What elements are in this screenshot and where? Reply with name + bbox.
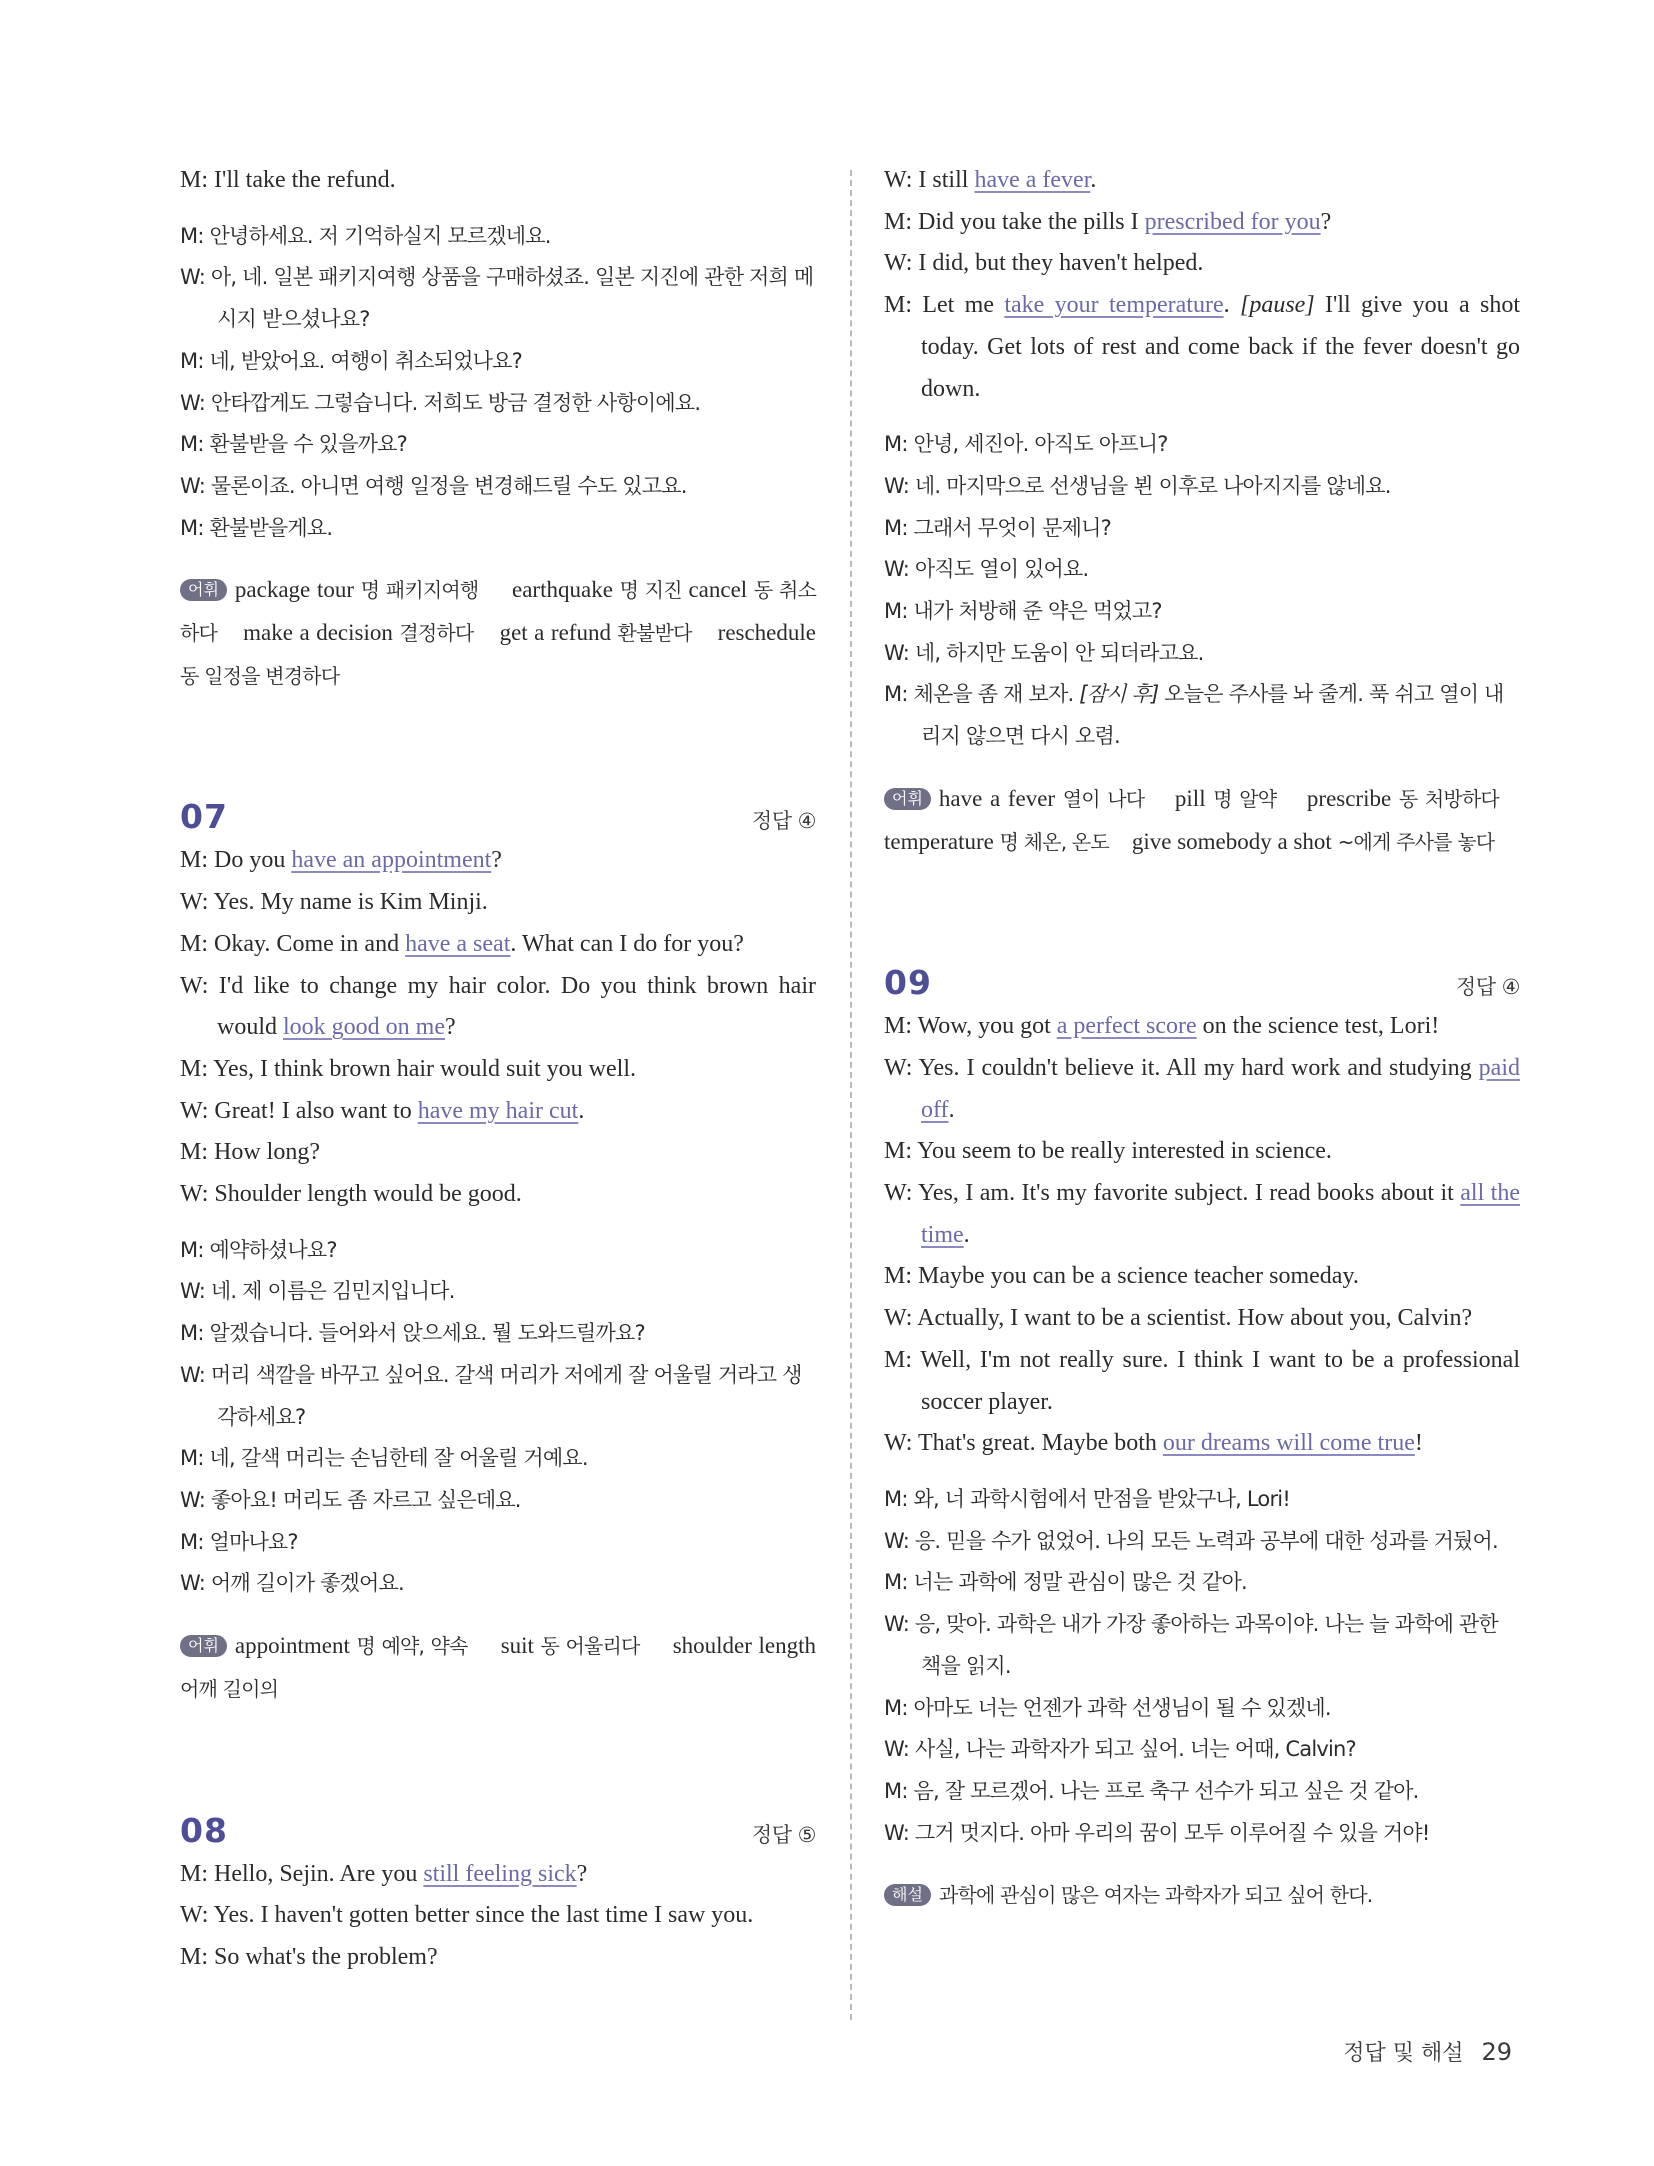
dialogue-line: M: Did you take the pills I prescribed for you? (884, 208, 1332, 235)
vocab-meaning: ~에게 주사를 놓다 (1337, 829, 1495, 854)
dialogue-line: W: I did, but they haven't helped. (884, 250, 1204, 277)
translation-line: W: 어깨 길이가 좋겠어요. (180, 1571, 404, 1596)
translation-line: W: 안타깝게도 그렇습니다. 저희도 방금 결정한 사항이에요. (180, 390, 701, 415)
translation-line: W: 아, 네. 일본 패키지여행 상품을 구매하셨죠. 일본 지진에 관한 저희 메시지 받으셨나요? (180, 265, 814, 332)
dialogue-line: M: You seem to be really interested in science. (884, 1138, 1332, 1165)
underlined-phrase: have my hair cut (417, 1097, 579, 1124)
vocab-badge: 어휘 (884, 788, 931, 810)
dialogue-line: M: Hello, Sejin. Are you still feeling sick? (180, 1860, 588, 1887)
translation-line: M: 음, 잘 모르겠어. 나는 프로 축구 선수가 되고 싶은 것 같아. (884, 1778, 1419, 1803)
translation-line: M: 환불받을 수 있을까요? (180, 432, 407, 457)
dialogue-line: W: Yes. I haven't gotten better since the last time I saw you. (180, 1902, 754, 1929)
explanation-text: 과학에 관심이 많은 여자는 과학자가 되고 싶어 한다. (938, 1883, 1373, 1908)
vocab-meaning: 명 예약, 약속 (356, 1634, 468, 1659)
underlined-phrase: have an appointment (291, 847, 492, 874)
translation-line: M: 예약하셨나요? (180, 1237, 337, 1262)
translation-line: W: 네, 하지만 도움이 안 되더라고요. (884, 640, 1204, 665)
section-header-07 (180, 797, 816, 836)
dialogue-line: W: Yes. I couldn't believe it. All my hard work and studying paid off. (884, 1054, 1520, 1123)
vocab-meaning: 동 처방하다 (1398, 786, 1499, 811)
dialogue-line: M: How long? (180, 1139, 320, 1166)
vocab-box (180, 569, 816, 697)
dialogue-line: M: Let me take your temperature. [pause] I'll give you a shot today. Get lots of rest and come back if the fever doesn't go down. (884, 292, 1521, 402)
vocab-term: get a refund (499, 620, 618, 646)
translation-line: M: 내가 처방해 준 약은 먹었고? (884, 599, 1162, 624)
translation-line: M: 체온을 좀 재 보자. [잠시 후] 오늘은 주사를 놔 줄게. 푹 쉬고 열이 내리지 않으면 다시 오렴. (884, 682, 1504, 749)
underlined-phrase: our dreams will come true (1162, 1430, 1415, 1457)
vocab-term: have a fever (938, 785, 1063, 811)
section-number: 09 (884, 963, 932, 1003)
vocab-term: temperature (884, 828, 1000, 854)
section-header-08 (180, 1811, 816, 1850)
vocab-term: pill (1174, 785, 1214, 811)
translation-line: M: 네, 받았어요. 여행이 취소되었나요? (180, 348, 522, 373)
underlined-phrase: still feeling sick (423, 1860, 577, 1887)
dialogue-line: W: Shoulder length would be good. (180, 1181, 522, 1208)
vocab-term: suit (500, 1633, 541, 1659)
dialogue-line: M: Okay. Come in and have a seat. What can I do for you? (180, 930, 744, 957)
underlined-phrase: look good on me (283, 1014, 445, 1041)
dialogue-line: M: Maybe you can be a science teacher someday. (884, 1263, 1359, 1290)
vocab-term: cancel (688, 577, 754, 603)
translation-line: W: 네. 마지막으로 선생님을 뵌 이후로 나아지지를 않네요. (884, 473, 1391, 498)
vocab-meaning: 열이 나다 (1062, 786, 1145, 811)
translation-line: W: 응, 맞아. 과학은 내가 가장 좋아하는 과목이야. 나는 늘 과학에 관한 책을 읽지. (884, 1612, 1498, 1678)
vocab-term: prescribe (1306, 785, 1399, 811)
answer-label: 정답 ④ (751, 809, 816, 834)
translation-line: M: 아마도 너는 언젠가 과학 선생님이 될 수 있겠네. (884, 1695, 1331, 1720)
vocab-term: reschedule (717, 620, 816, 646)
vocab-term: package tour (234, 577, 361, 603)
underlined-phrase: all the time (921, 1180, 1521, 1248)
translation-line: M: 환불받을게요. (180, 515, 333, 540)
vocab-meaning: 동 취소하다 (180, 578, 816, 646)
dialogue-line: W: Yes. My name is Kim Minji. (180, 889, 488, 916)
vocab-meaning: 환불받다 (617, 621, 692, 646)
translation-line: W: 머리 색깔을 바꾸고 싶어요. 갈색 머리가 저에게 잘 어울릴 거라고 생각하세요? (180, 1362, 802, 1429)
underlined-phrase: a perfect score (1056, 1013, 1197, 1040)
vocab-meaning: 명 체온, 온도 (999, 829, 1109, 854)
dialogue-line: W: Great! I also want to have my hair cut. (180, 1097, 585, 1124)
explanation-box (884, 1874, 1520, 1917)
translation-line: W: 사실, 나는 과학자가 되고 싶어. 너는 어때, Calvin? (884, 1737, 1356, 1762)
vocab-meaning: 명 패키지여행 (360, 578, 479, 603)
dialogue-line: M: Do you have an appointment? (180, 847, 502, 874)
page-footer (1343, 2036, 1512, 2067)
vocab-box (180, 1625, 816, 1710)
dialogue-line: W: That's great. Maybe both our dreams will come true! (884, 1430, 1423, 1457)
stage-direction: [pause] (1239, 292, 1315, 319)
dialogue-line: W: I'd like to change my hair color. Do you think brown hair would look good on me? (180, 972, 816, 1041)
translation-line: W: 아직도 열이 있어요. (884, 557, 1089, 582)
translation-line: M: 너는 과학에 정말 관심이 많은 것 같아. (884, 1570, 1247, 1595)
vocab-term: make a decision (243, 620, 400, 646)
right-column (884, 160, 1520, 1917)
dialogue-line: M: Yes, I think brown hair would suit you well. (180, 1055, 636, 1082)
vocab-badge: 어휘 (180, 1635, 227, 1657)
vocab-meaning: 어깨 길이의 (180, 1676, 279, 1701)
vocab-meaning: 결정하다 (399, 621, 474, 646)
translation-line: M: 알겠습니다. 들어와서 앉으세요. 뭘 도와드릴까요? (180, 1321, 645, 1346)
translation-line: W: 물론이죠. 아니면 여행 일정을 변경해드릴 수도 있고요. (180, 473, 687, 498)
translation-line: M: 그래서 무엇이 문제니? (884, 515, 1111, 540)
underlined-phrase: paid off (921, 1054, 1520, 1123)
translation-line: M: 얼마나요? (180, 1529, 298, 1554)
section-number: 08 (180, 1810, 228, 1850)
page-number: 29 (1481, 2038, 1512, 2066)
vocab-meaning: 명 알약 (1213, 786, 1277, 811)
dialogue-line: M: So what's the problem? (180, 1943, 438, 1970)
section-number: 07 (180, 797, 228, 837)
dialogue-line: M: Wow, you got a perfect score on the science test, Lori! (884, 1013, 1440, 1040)
answer-label: 정답 ④ (1455, 975, 1520, 1000)
underlined-phrase: take your temperature (1004, 292, 1224, 319)
answer-label: 정답 ⑤ (751, 1822, 816, 1847)
translation-line: M: 네, 갈색 머리는 손님한테 잘 어울릴 거예요. (180, 1446, 588, 1471)
vocab-meaning: 동 일정을 변경하다 (180, 663, 340, 688)
dialogue-line: W: Yes, I am. It's my favorite subject. I read books about it all the time. (884, 1180, 1521, 1248)
left-column (180, 160, 816, 1979)
vocab-badge: 어휘 (180, 579, 227, 601)
dialogue-line: M: Well, I'm not really sure. I think I want to be a professional soccer player. (884, 1346, 1520, 1415)
vocab-term: give somebody a shot (1131, 828, 1338, 854)
translation-line: M: 안녕, 세진아. 아직도 아프니? (884, 432, 1168, 457)
dialogue-line: M: I'll take the refund. (180, 167, 396, 193)
translation-line: W: 좋아요! 머리도 좀 자르고 싶은데요. (180, 1487, 521, 1512)
dialogue-line: W: I still have a fever. (884, 167, 1097, 193)
dialogue-line: W: Actually, I want to be a scientist. How about you, Calvin? (884, 1305, 1473, 1332)
vocab-box (884, 778, 1520, 863)
translation-line: W: 그거 멋지다. 아마 우리의 꿈이 모두 이루어질 수 있을 거야! (884, 1820, 1430, 1845)
underlined-phrase: have a fever (974, 167, 1091, 193)
underlined-phrase: have a seat (405, 930, 511, 957)
vocab-term: earthquake (512, 577, 620, 603)
footer-label: 정답 및 해설 (1343, 2041, 1464, 2066)
section-header-09 (884, 963, 1520, 1002)
translation-line: W: 네. 제 이름은 김민지입니다. (180, 1279, 455, 1304)
translation-line: M: 안녕하세요. 저 기억하실지 모르겠네요. (180, 223, 551, 248)
vocab-term: shoulder length (672, 1633, 817, 1659)
translation-line: M: 와, 너 과학시험에서 만점을 받았구나, Lori! (884, 1486, 1290, 1511)
vocab-term: appointment (234, 1633, 357, 1659)
stage-direction: [잠시 후] (1079, 682, 1159, 707)
underlined-phrase: prescribed for you (1144, 208, 1321, 235)
explanation-badge: 해설 (884, 1884, 931, 1906)
translation-line: W: 응. 믿을 수가 없었어. 나의 모든 노력과 공부에 대한 성과를 거뒀어. (884, 1528, 1498, 1553)
vocab-meaning: 명 지진 (619, 578, 682, 603)
column-divider (850, 170, 852, 2020)
vocab-meaning: 동 어울리다 (540, 1634, 640, 1659)
